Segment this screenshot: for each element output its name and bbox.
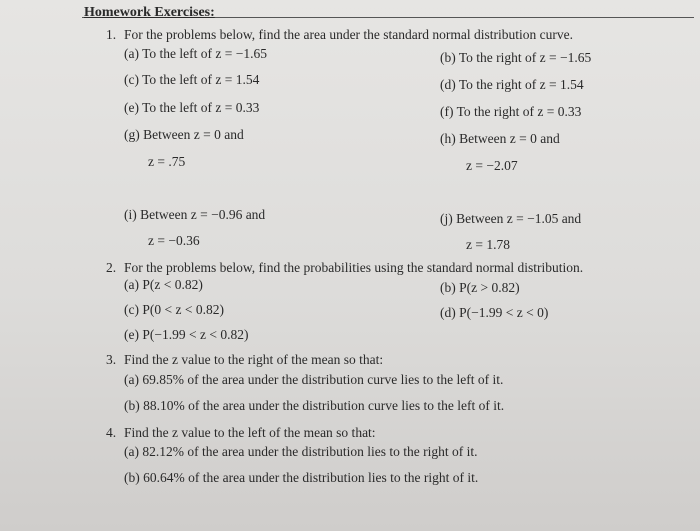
q1-prompt: For the problems below, find the area under the standard normal distribution curve. [124, 27, 574, 42]
q2-number: 2. [106, 260, 117, 275]
q1-part-g-line2: z = .75 [148, 154, 186, 169]
q3-number: 3. [106, 352, 117, 367]
q1-part-d: (d) To the right of z = 1.54 [440, 77, 584, 92]
heading: Homework Exercises: [84, 5, 215, 20]
q4-part-a: (a) 82.12% of the area under the distribution lies to the right of it. [124, 444, 478, 459]
q2-part-d: (d) P(−1.99 < z < 0) [440, 305, 549, 320]
q2-part-c: (c) P(0 < z < 0.82) [124, 302, 224, 317]
q1-part-e: (e) To the left of z = 0.33 [124, 100, 260, 115]
q1-part-a: (a) To the left of z = −1.65 [124, 46, 267, 61]
q1-part-c: (c) To the left of z = 1.54 [124, 72, 260, 87]
q1-part-j-line1: (j) Between z = −1.05 and [440, 211, 582, 226]
q4-part-b: (b) 60.64% of the area under the distribution lies to the right of it. [124, 470, 479, 485]
q1-part-h-line1: (h) Between z = 0 and [440, 131, 560, 146]
q2-part-b: (b) P(z > 0.82) [440, 280, 520, 295]
q3-part-a: (a) 69.85% of the area under the distribution curve lies to the left of it. [124, 372, 504, 387]
q2-part-e: (e) P(−1.99 < z < 0.82) [124, 327, 249, 342]
q1-part-i-line2: z = −0.36 [148, 233, 200, 248]
q1-part-i-line1: (i) Between z = −0.96 and [124, 207, 266, 222]
q1-part-j-line2: z = 1.78 [466, 237, 510, 252]
q4-prompt: Find the z value to the left of the mean so that: [124, 425, 376, 440]
q1-number: 1. [106, 27, 117, 42]
q2-prompt: For the problems below, find the probabilities using the standard normal distribution. [124, 260, 584, 275]
q1-part-f: (f) To the right of z = 0.33 [440, 104, 582, 119]
q4-number: 4. [106, 425, 117, 440]
q2-part-a: (a) P(z < 0.82) [124, 277, 203, 292]
q1-part-g-line1: (g) Between z = 0 and [124, 127, 244, 142]
q1-part-b: (b) To the right of z = −1.65 [440, 50, 592, 65]
q1-part-h-line2: z = −2.07 [466, 158, 518, 173]
q3-prompt: Find the z value to the right of the mean so that: [124, 352, 384, 367]
q3-part-b: (b) 88.10% of the area under the distribution curve lies to the left of it. [124, 398, 505, 413]
